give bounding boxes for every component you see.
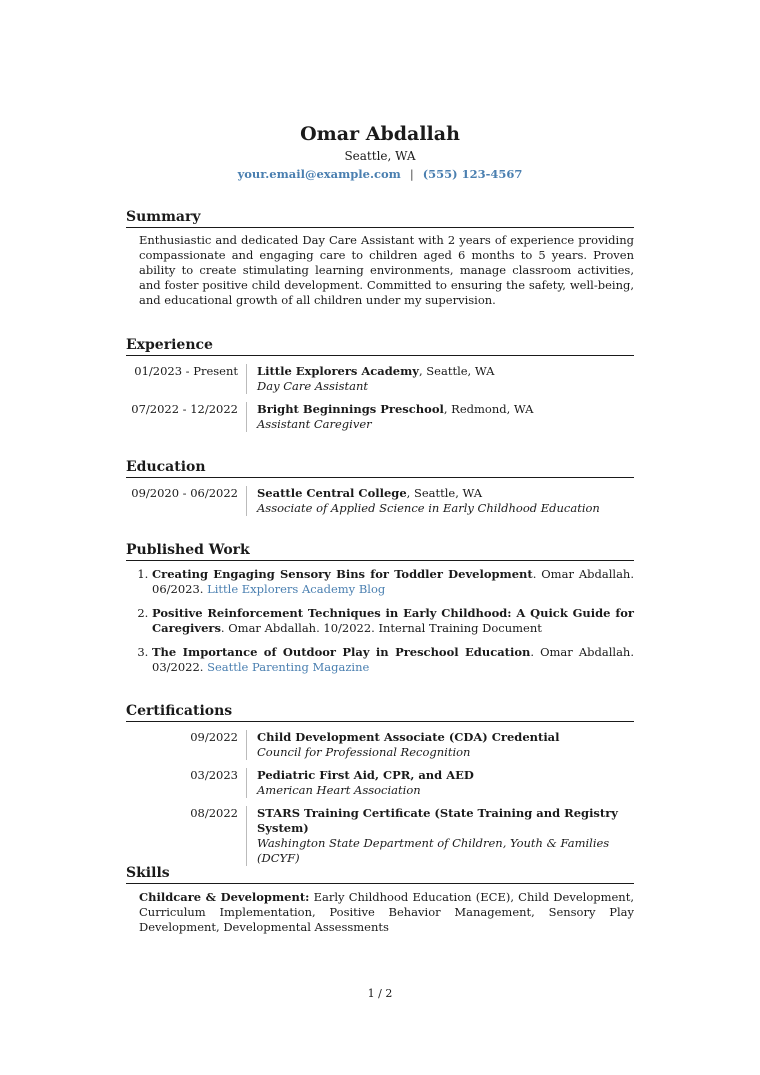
certification-entry	[126, 768, 634, 798]
experience-heading: Experience	[126, 336, 634, 356]
job-title: Assistant Caregiver	[257, 417, 372, 431]
employer-location: , Seattle, WA	[418, 364, 495, 378]
skills-heading: Skills	[126, 864, 634, 884]
publication-details: . Omar Abdallah. 03/2022.	[152, 645, 634, 674]
certification-issuer: Council for Professional Recognition	[257, 745, 471, 759]
publication-title: Creating Engaging Sensory Bins for Toddler Development	[152, 567, 533, 581]
entry-date: 03/2023	[190, 768, 238, 782]
candidate-name: Omar Abdallah	[300, 123, 460, 145]
employer-name: Little Explorers Academy	[257, 364, 419, 378]
degree-name: Associate of Applied Science in Early Childhood Education	[257, 501, 600, 515]
entry-date: 09/2020 - 06/2022	[131, 486, 238, 500]
publication-title: Positive Reinforcement Techniques in Early Childhood: A Quick Guide for Caregivers	[152, 606, 634, 635]
contact-separator: |	[409, 167, 414, 181]
certification-issuer: Washington State Department of Children, Youth & Families (DCYF)	[257, 836, 610, 865]
education-section	[126, 458, 634, 516]
employer-name: Bright Beginnings Preschool	[257, 402, 444, 416]
publication-venue-link[interactable]: Seattle Parenting Magazine	[207, 660, 370, 674]
experience-entry	[126, 402, 634, 432]
skills-text	[139, 890, 634, 935]
publication-venue-link[interactable]: Little Explorers Academy Blog	[207, 582, 386, 596]
publication-details: . Omar Abdallah. 10/2022. Internal Training Document	[220, 621, 542, 635]
job-title: Day Care Assistant	[257, 379, 369, 393]
certifications-heading: Certifications	[126, 702, 634, 722]
resume-header	[0, 122, 760, 182]
publication-item	[152, 645, 634, 675]
contact-line	[0, 167, 760, 182]
email-link[interactable]: your.email@example.com	[237, 167, 401, 181]
certification-name: STARS Training Certificate (State Training and Registry System)	[257, 806, 618, 835]
publication-title: The Importance of Outdoor Play in Preschool Education	[152, 645, 531, 659]
entry-date: 08/2022	[190, 806, 238, 820]
skills-section	[126, 864, 634, 935]
certification-issuer: American Heart Association	[257, 783, 421, 797]
employer-location: , Redmond, WA	[443, 402, 534, 416]
entry-date: 01/2023 - Present	[134, 364, 238, 378]
publication-details: . Omar Abdallah. 06/2023.	[152, 567, 634, 596]
experience-entry	[126, 364, 634, 394]
publication-item	[152, 567, 634, 597]
summary-heading: Summary	[126, 208, 634, 228]
candidate-location: Seattle, WA	[344, 149, 416, 163]
school-name: Seattle Central College	[257, 486, 407, 500]
certification-name: Pediatric First Aid, CPR, and AED	[257, 768, 474, 782]
experience-section	[126, 336, 634, 432]
published-work-heading: Published Work	[126, 541, 634, 561]
phone-link[interactable]: (555) 123-4567	[422, 167, 523, 181]
entry-date: 07/2022 - 12/2022	[131, 402, 238, 416]
published-work-section	[126, 541, 634, 684]
certifications-section	[126, 702, 634, 866]
entry-date: 09/2022	[190, 730, 238, 744]
publication-item	[152, 606, 634, 636]
publication-list	[126, 567, 634, 675]
page-number: 1 / 2	[367, 987, 393, 1000]
skills-list: Early Childhood Education (ECE), Child Development, Curriculum Implementation, Positive Behavior Management, Sensory Play Development, Developmental Assessments	[139, 890, 634, 934]
certification-entry	[126, 806, 634, 866]
school-location: , Seattle, WA	[406, 486, 483, 500]
summary-section	[126, 208, 634, 308]
skills-category: Childcare & Development:	[139, 890, 310, 904]
certification-name: Child Development Associate (CDA) Credential	[257, 730, 560, 744]
summary-text: Enthusiastic and dedicated Day Care Assistant with 2 years of experience providing compassionate and engaging care to children aged 6 months to 5 years. Proven ability to create stimulating learning environments, manage classroom activities, and foster positive child development. Committed to ensuring the safety, well-being, and educational growth of all children under my supervision.	[139, 233, 634, 307]
education-entry	[126, 486, 634, 516]
education-heading: Education	[126, 458, 634, 478]
certification-entry	[126, 730, 634, 760]
